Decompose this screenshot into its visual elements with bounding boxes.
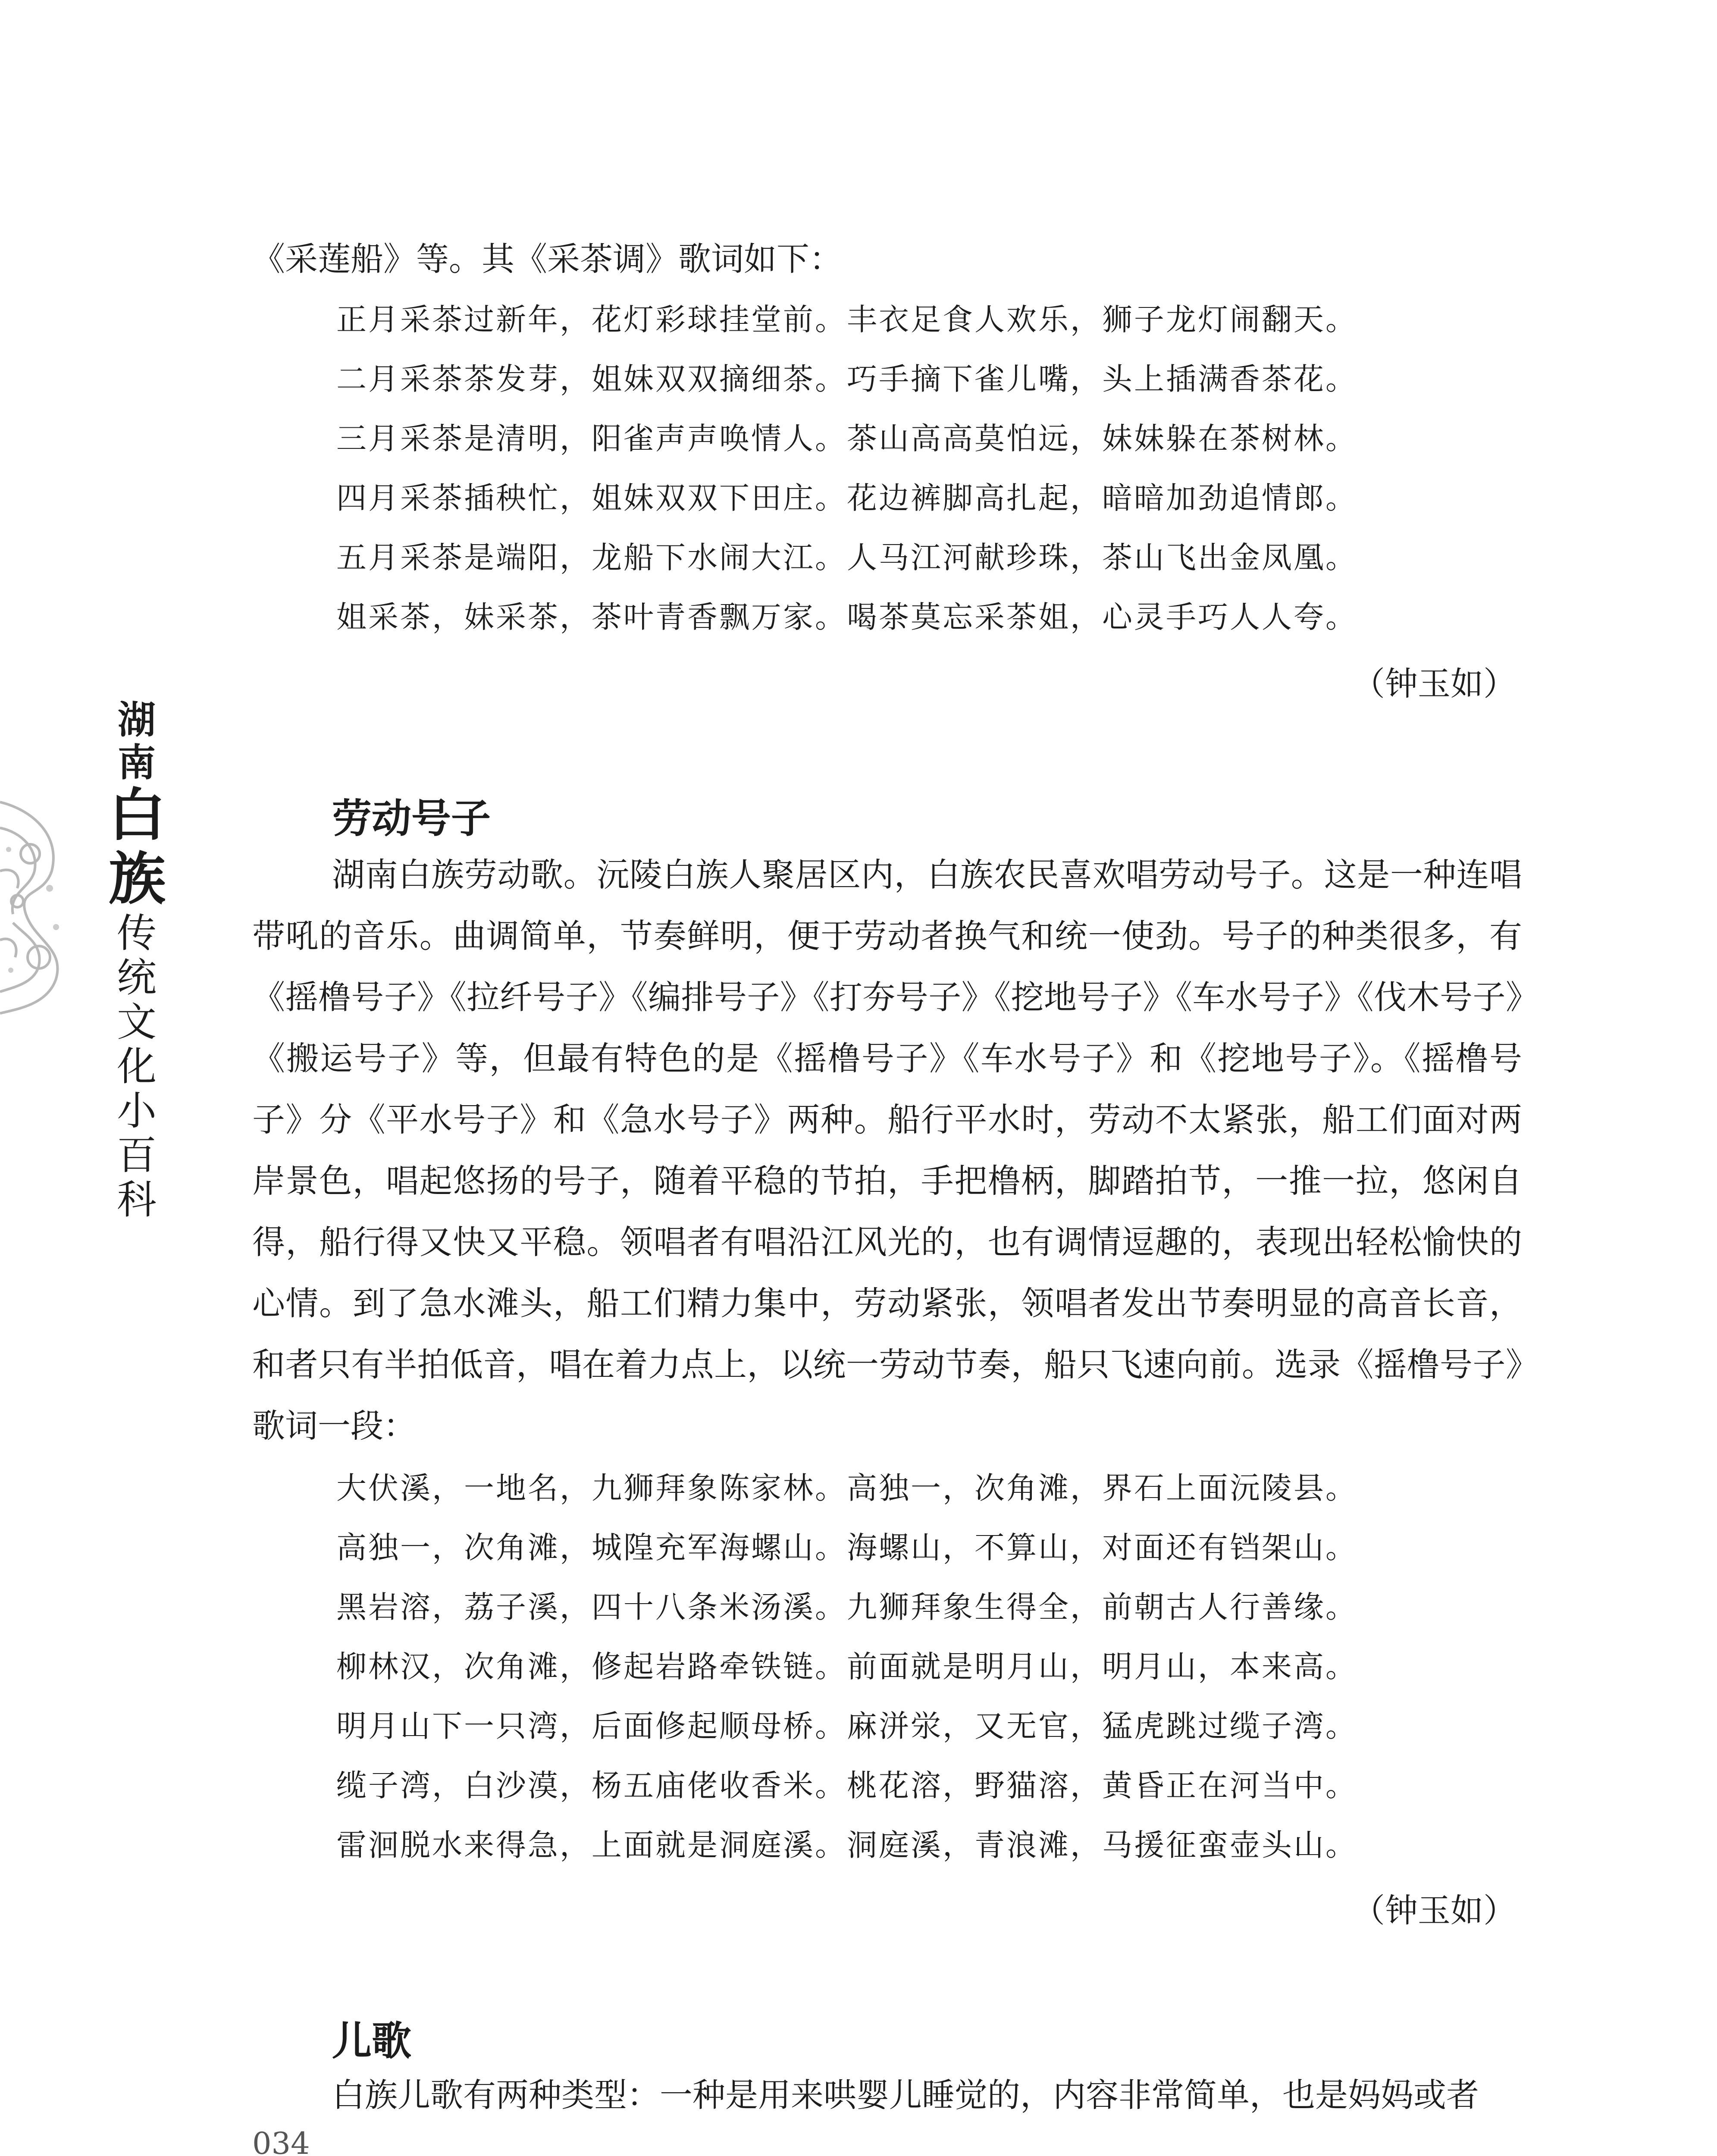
verse-line: 四月采茶插秧忙，姐妹双双下田庄。花边裤脚高扎起，暗暗加劲追情郎。 [336, 480, 1357, 516]
verse-line: 雷洄脱水来得急，上面就是洞庭溪。洞庭溪，青浪滩，马援征蛮壶头山。 [336, 1827, 1357, 1863]
verse-line: 明月山下一只湾，后面修起顺母桥。麻洴泶，又无官，猛虎跳过缆子湾。 [336, 1708, 1357, 1744]
page-number: 034 [252, 2126, 310, 2156]
verse-line: 高独一，次角滩，城隍充军海螺山。海螺山，不算山，对面还有铛架山。 [336, 1530, 1357, 1565]
intro-line: 《采莲船》等。其《采茶调》歌词如下： [252, 240, 842, 278]
verse-line: 柳林汉，次角滩，修起岩路牵铁链。前面就是明月山，明月山，本来高。 [336, 1649, 1357, 1684]
verse-line: 黑岩溶，荔子溪，四十八条米汤溪。九狮拜象生得全，前朝古人行善缘。 [336, 1589, 1357, 1625]
section-heading: 劳动号子 [332, 795, 491, 842]
verse-line: 缆子湾，白沙漠，杨五庙佬收香米。桃花溶，野猫溶，黄昏正在河当中。 [336, 1768, 1357, 1803]
verse-line: 正月采茶过新年，花灯彩球挂堂前。丰衣足食人欢乐，狮子龙灯闹翻天。 [336, 302, 1357, 337]
verse-line: 大伏溪，一地名，九狮拜象陈家林。高独一，次角滩，界石上面沅陵县。 [336, 1470, 1357, 1506]
verse-line: 三月采茶是清明，阳雀声声唤情人。茶山高高莫怕远，妹妹躲在茶树林。 [336, 421, 1357, 456]
verse-line: 姐采茶，妹采茶，茶叶青香飘万家。喝茶莫忘采茶姐，心灵手巧人人夸。 [336, 599, 1357, 635]
section-paragraph: 湖南白族劳动歌。沅陵白族人聚居区内，白族农民喜欢唱劳动号子。这是一种连唱带吼的音乐。曲调简单，节奏鲜明，便于劳动者换气和统一使劲。号子的种类很多，有《摇橹号子》《拉纤号子》《编排号子》《打夯号子》《挖地号子》《车水号子》《伐木号子》《搬运号子》等，但最有特色的是《摇橹号子》《车水号子》和《挖地号子》。《摇橹号子》分《平水号子》和《急水号子》两种。船行平水时，劳动不太紧张，船工们面对两岸景色，唱起悠扬的号子，随着平稳的节拍，手把橹柄，脚踏拍节，一推一拉，悠闲自得，船行得又快又平稳。领唱者有唱沿江风光的，也有调情逗趣的，表现出轻松愉快的心情。到了急水滩头，船工们精力集中，劳动紧张，领唱者发出节奏明显的高音长音，和者只有半拍低音，唱在着力点上，以统一劳动节奏，船只飞速向前。选录《摇橹号子》歌词一段： [252, 856, 1522, 1445]
book-series-title [109, 699, 165, 1222]
side-title-line2: 白族 [109, 782, 166, 912]
section-heading: 儿歌 [332, 2018, 412, 2064]
verse-line: 五月采茶是端阳，龙船下水闹大江。人马江河献珍珠，茶山飞出金凤凰。 [336, 540, 1357, 575]
side-title-line3: 传统文化小百科 [116, 910, 157, 1223]
verse-line: 二月采茶茶发芽，姐妹双双摘细茶。巧手摘下雀儿嘴，头上插满香茶花。 [336, 361, 1357, 397]
attribution: （钟玉如） [1352, 1891, 1516, 1930]
attribution: （钟玉如） [1352, 664, 1516, 703]
section-paragraph: 白族儿歌有两种类型：一种是用来哄婴儿睡觉的，内容非常简单，也是妈妈或者 [332, 2076, 1479, 2114]
side-title-line1: 湖南 [117, 697, 156, 785]
decorative-pattern-icon [0, 785, 69, 1026]
